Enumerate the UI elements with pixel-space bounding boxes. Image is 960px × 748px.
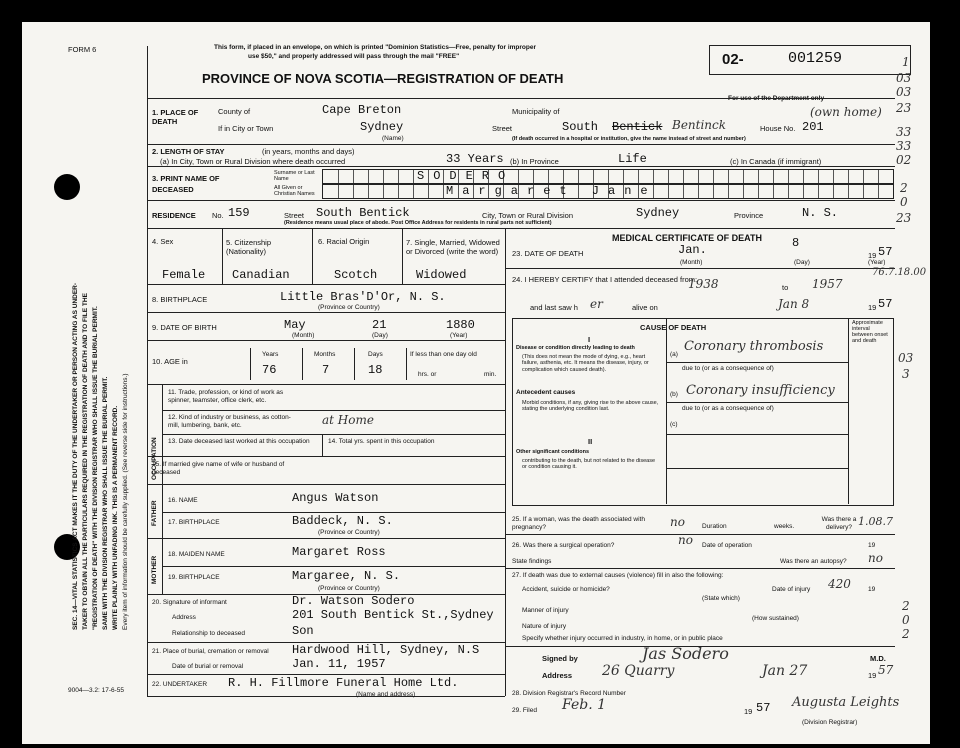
margin-code-1: 1 [902, 55, 910, 69]
name-cell-divider [863, 185, 864, 198]
q14-label: 14. Total yrs. spent in this occupation [328, 438, 435, 445]
sex-label: 4. Sex [152, 237, 174, 246]
margin-code-4: 23 [896, 101, 912, 115]
name-cell-divider [848, 185, 849, 198]
rule-q11 [162, 410, 505, 411]
margin-code-2: 03 [896, 71, 912, 85]
residence-street-value: South Bentick [316, 206, 410, 220]
q26-autopsy-label: Was there an autopsy? [780, 558, 847, 565]
rule-cause-a [666, 362, 848, 363]
name-cell-divider [728, 170, 729, 183]
residence-city-label: City, Town or Rural Division [482, 211, 573, 220]
stay-province-label: (b) In Province [510, 157, 559, 166]
mother-birthplace-value: Margaree, N. S. [292, 569, 401, 583]
rule-occupation [147, 456, 505, 457]
death-month: Jan. [678, 243, 707, 257]
q26-handwritten: no [678, 533, 693, 547]
q26-findings-label: State findings [512, 558, 552, 565]
name-cell-divider [638, 170, 639, 183]
name-cell-divider [668, 185, 669, 198]
margin-code-3: 03 [896, 85, 912, 99]
municipality-label: Municipality of [512, 107, 560, 116]
given-names-value: Margaret Jane [446, 184, 657, 198]
other-conditions-label: Other significant conditions [516, 449, 590, 455]
signature-address-handwritten: 26 Quarry [602, 663, 675, 679]
name-cell-divider [593, 170, 594, 183]
residence-no-value: 159 [228, 206, 250, 220]
cause-heading: CAUSE OF DEATH [640, 323, 707, 332]
name-cell-divider [578, 170, 579, 183]
name-cell-divider [818, 170, 819, 183]
rule-cause-b [666, 402, 848, 403]
divider-sex [222, 228, 223, 284]
cause-b-handwritten: Coronary insufficiency [686, 383, 835, 398]
q26-autopsy-handwritten: no [868, 551, 883, 565]
residence-note: (Residence means usual place of abode. Post Office Address for residents in rural parts not sufficient) [284, 220, 552, 226]
father-name-value: Angus Watson [292, 491, 379, 505]
rule-age [147, 384, 505, 385]
rule-other-1 [666, 468, 848, 469]
q25-label: 25. If a woman, was the death associated with pregnancy? [512, 516, 645, 532]
q25-duration-label: Duration [702, 523, 727, 530]
father-side-divider [162, 484, 163, 538]
rule-q26 [505, 568, 895, 569]
name-cell-divider [803, 170, 804, 183]
street-struck-value: Bentick [612, 120, 663, 134]
name-cell-divider [413, 185, 414, 198]
q27-date-injury-handwritten: 420 [828, 577, 851, 591]
q12-label: 12. Kind of industry or business, as cotton-mill, lumbering, bank, etc. [168, 414, 291, 430]
stay-province-value: Life [618, 152, 647, 166]
q25-handwritten: no [670, 515, 685, 529]
name-cell-divider [848, 170, 849, 183]
rule-dob [147, 340, 505, 341]
death-day-caption: (Day) [794, 259, 810, 266]
name-cell-divider [878, 170, 879, 183]
rule-mother-name [162, 566, 505, 567]
age-less-label: If less than one day old [410, 351, 477, 358]
q29-century: 19 [744, 707, 753, 716]
residence-province-value: N. S. [802, 206, 839, 220]
margin-code-10: 23 [896, 211, 912, 225]
deceased-label: 3. PRINT NAME OF DECEASED [152, 174, 220, 194]
q27-accident-label: Accident, suicide or homicide? [522, 586, 610, 593]
name-cell-divider [353, 170, 354, 183]
residence-province-label: Province [734, 211, 764, 220]
rule-q25 [505, 534, 895, 535]
dob-month: May [284, 318, 306, 332]
alive-on-label: alive on [632, 303, 658, 312]
mother-maiden-label: 18. MAIDEN NAME [168, 551, 225, 558]
margin-code-9: 0 [900, 195, 908, 209]
md-label: M.D. [870, 654, 886, 663]
name-cell-divider [713, 170, 714, 183]
q25-margin-note: 1.08.7 [858, 515, 893, 528]
death-year: 57 [878, 245, 893, 259]
attend-to-year: 1957 [812, 277, 843, 291]
last-saw-label: and last saw h [530, 303, 578, 312]
dob-label: 9. DATE OF BIRTH [152, 323, 217, 332]
name-cell-divider [533, 170, 534, 183]
name-cell-divider [563, 170, 564, 183]
q27-nature-label: Nature of injury [522, 623, 567, 630]
last-saw-handwritten: er [590, 297, 603, 311]
cause-a-handwritten: Coronary thrombosis [684, 339, 824, 354]
rule-q23 [505, 268, 895, 269]
column-divider [505, 228, 506, 696]
punch-hole-top [54, 174, 80, 200]
q27-manner-label: Manner of injury [522, 607, 569, 614]
age-days-value: 18 [368, 363, 383, 377]
attend-from-year: 1938 [688, 277, 719, 291]
age-years-label: Years [262, 351, 279, 358]
cause-a-letter: (a) [670, 351, 678, 358]
city-name-caption: (Name) [382, 135, 404, 142]
informant-address: 201 South Bentick St.,Sydney [292, 608, 494, 622]
name-cell-divider [608, 170, 609, 183]
q27-how-label: (How sustained) [752, 615, 799, 622]
cause-roman-1: I [588, 335, 591, 344]
residence-label: RESIDENCE [152, 211, 196, 220]
registration-prefix: 02- [722, 51, 744, 68]
name-cell-divider [548, 170, 549, 183]
undertaker-sub: (Name and address) [356, 691, 416, 698]
birthplace-label: 8. BIRTHPLACE [152, 295, 208, 304]
cause-c-letter: (c) [670, 421, 678, 428]
stay-city-value: 33 Years [446, 152, 504, 166]
name-cell-divider [833, 170, 834, 183]
sex-value: Female [162, 268, 206, 282]
q27-date-injury-label: Date of injury [772, 586, 811, 593]
informant-sig-label: 20. Signature of informant [152, 599, 227, 606]
name-cell-divider [788, 185, 789, 198]
margin-code-5: 33 [896, 125, 912, 139]
disease-note: (This does not mean the mode of dying, e.g., heart failure, asthenia, etc. It means the disease, injury, or complication which caused death). [522, 354, 649, 373]
signature-century: 19 [868, 671, 877, 680]
rule-after-stay [147, 166, 895, 167]
footer-code: 9004—3.2: 17-6-55 [68, 687, 125, 694]
signed-by-label: Signed by [542, 654, 578, 663]
citizenship-value: Canadian [232, 268, 290, 282]
name-cell-divider [428, 185, 429, 198]
envelope-note-1: This form, if placed in an envelope, on which is printed "Dominion Statistics—Free, penalty for improper [214, 44, 536, 51]
signed-by-handwritten: Jas Sodero [642, 644, 729, 663]
q27-label: 27. If death was due to external causes (violence) fill in also the following: [512, 572, 724, 579]
name-cell-divider [353, 185, 354, 198]
q29-filed-handwritten: Feb. 1 [562, 697, 607, 713]
name-cell-divider [338, 170, 339, 183]
name-cell-divider [398, 185, 399, 198]
burial-place-label: 21. Place of burial, cremation or removal [152, 648, 269, 655]
marital-value: Widowed [416, 268, 467, 282]
dob-year: 1880 [446, 318, 475, 332]
name-cell-divider [773, 185, 774, 198]
sidebar-line-3: "REGISTRATION OF DEATH" WITH THE DIVISION REGISTRAR WHO SHALL ISSUE THE BURIAL PERMIT. [92, 306, 99, 630]
residence-street-label: Street [284, 211, 305, 220]
mother-side-label: MOTHER [151, 555, 158, 584]
name-cell-divider [653, 170, 654, 183]
place-of-death-label: 1. PLACE OF DEATH [152, 108, 199, 127]
name-cell-divider [443, 185, 444, 198]
cause-margin-a: 03 [898, 351, 914, 365]
cause-a-due-to: due to (or as a consequence of) [682, 365, 774, 372]
father-birthplace-label: 17. BIRTHPLACE [168, 519, 220, 526]
racial-origin-value: Scotch [334, 268, 378, 282]
name-cell-divider [398, 170, 399, 183]
registration-number: 001259 [788, 50, 843, 67]
name-cell-divider [683, 170, 684, 183]
racial-origin-label: 6. Racial Origin [318, 237, 370, 246]
name-cell-divider [788, 170, 789, 183]
informant-name: Dr. Watson Sodero [292, 594, 415, 608]
city-value: Sydney [360, 120, 404, 134]
name-cell-divider [518, 170, 519, 183]
name-cell-divider [338, 185, 339, 198]
cause-b-due-to: due to (or as a consequence of) [682, 405, 774, 412]
father-side-label: FATHER [151, 500, 158, 526]
informant-address-label: Address [172, 614, 196, 621]
name-cell-divider [803, 185, 804, 198]
dob-month-caption: (Month) [292, 332, 315, 339]
sidebar-line-4: SAME WITH THE DIVISION REGISTRAR WHO SHALL ISSUE THE BURIAL PERMIT. [102, 376, 109, 630]
attend-to-label: to [782, 283, 789, 292]
rule-cause-c [666, 434, 848, 435]
sidebar-line-5: WRITE PLAINLY WITH UNFADING INK. THIS IS A PERMANENT RECORD. [112, 405, 119, 630]
city-label: If in City or Town [218, 124, 274, 133]
name-cell-divider [773, 170, 774, 183]
residence-no-label: No. [212, 211, 224, 220]
rule-top [147, 98, 895, 99]
q26-date-label: Date of operation [702, 542, 752, 549]
margin-code-6: 33 [896, 139, 912, 153]
rule-after-place [147, 144, 895, 145]
q13-divider [322, 434, 323, 456]
q25-delivery-label: Was there a delivery? [821, 516, 857, 532]
name-cell-divider [368, 170, 369, 183]
street-handwritten: Bentinck [672, 118, 727, 132]
rule-father [147, 538, 505, 539]
undertaker-label: 22. UNDERTAKER [152, 681, 208, 688]
burial-place-value: Hardwood Hill, Sydney, N.S [292, 643, 480, 657]
rule-birthplace [147, 312, 505, 313]
q13-label: 13. Date deceased last worked at this occupation [168, 438, 310, 445]
q29-year: 57 [756, 701, 771, 715]
burial-date-value: Jan. 11, 1957 [292, 657, 386, 671]
length-of-stay-sub: (in years, months and days) [262, 147, 355, 156]
q12-handwritten: at Home [322, 413, 374, 427]
signature-year: 57 [878, 663, 894, 677]
age-hrs-label: hrs. or [418, 371, 437, 378]
death-registration-form [22, 22, 930, 744]
age-label: 10. AGE in [152, 357, 188, 366]
cause-divider-right [848, 318, 849, 504]
rule-q12 [162, 434, 505, 435]
hospital-note: (If death occurred in a hospital or institution, give the name instead of street and number) [512, 136, 746, 142]
registrar-label: (Division Registrar) [802, 719, 858, 726]
margin-code-7: 02 [896, 153, 912, 167]
cause-margin-b: 3 [902, 367, 910, 381]
sidebar-line-1: SEC. 14—VITAL STATISTICS ACT MAKES IT THE DUTY OF THE UNDERTAKER OR PERSON ACTING AS UNDER- [72, 282, 79, 630]
q26-label: 26. Was there a surgical operation? [512, 542, 615, 549]
house-label: House No. [760, 124, 796, 133]
disease-label: Disease or condition directly leading to death [516, 345, 635, 351]
q27-state-label: (State which) [702, 595, 740, 602]
death-day: 8 [792, 236, 800, 250]
name-cell-divider [758, 170, 759, 183]
q27-century: 19 [868, 586, 876, 593]
death-year-caption: (Year) [868, 259, 886, 266]
margin-code-8: 2 [900, 181, 908, 195]
envelope-note-2: use $50," and properly addressed will pass through the mail "FREE" [248, 53, 460, 60]
birthplace-sub: (Province or Country) [318, 304, 380, 311]
alive-year: 57 [878, 297, 893, 311]
divider-citizenship [312, 228, 313, 284]
q29-label: 29. Filed [512, 707, 537, 714]
other-conditions-note: contributing to the death, but not related to the disease or condition causing it. [522, 458, 656, 471]
cause-divider-left [666, 318, 667, 504]
informant-relationship: Son [292, 624, 314, 638]
dob-day-caption: (Day) [372, 332, 388, 339]
given-names-label: All Given or Christian Names [274, 185, 315, 197]
form-number: FORM 6 [68, 45, 97, 54]
name-cell-divider [878, 185, 879, 198]
age-divider-4 [406, 348, 407, 380]
age-months-label: Months [314, 351, 336, 358]
birthplace-value: Little Bras'D'Or, N. S. [280, 290, 446, 304]
signature-address-label: Address [542, 671, 573, 680]
sidebar-line-2: TAKER TO OBTAIN ALL THE PARTICULARS REQUIRED IN THE REGISTRATION OF DEATH AND TO FILE THE [82, 293, 89, 630]
q27-margin-1: 2 [902, 599, 910, 613]
rule-undertaker [147, 696, 505, 697]
age-min-label: min. [484, 371, 497, 378]
attend-margin-note: 76.7.18.00 [872, 267, 927, 278]
mother-birthplace-label: 19. BIRTHPLACE [168, 574, 220, 581]
rule-father-name [162, 512, 505, 513]
medical-heading: MEDICAL CERTIFICATE OF DEATH [612, 233, 762, 243]
county-label: County of [218, 107, 251, 116]
informant-relationship-label: Relationship to deceased [172, 630, 245, 637]
street-value: South [562, 120, 599, 134]
surname-boxes [322, 169, 894, 184]
cause-b-letter: (b) [670, 391, 678, 398]
undertaker-name: R. H. Fillmore Funeral Home Ltd. [228, 676, 459, 690]
sidebar-line-6: Every item of information should be carefully supplied. (See reverse side for instructions.) [122, 373, 129, 630]
name-cell-divider [413, 170, 414, 183]
age-months-value: 7 [322, 363, 330, 377]
own-home-handwritten: (own home) [810, 105, 882, 119]
name-cell-divider [743, 185, 744, 198]
age-divider-3 [354, 348, 355, 380]
county-value: Cape Breton [322, 103, 402, 117]
citizenship-label: 5. Citizenship (Nationality) [226, 238, 272, 256]
rule-after-residence [147, 228, 895, 229]
mother-maiden-value: Margaret Ross [292, 545, 386, 559]
name-cell-divider [383, 185, 384, 198]
street-label: Street [492, 124, 513, 133]
q27-margin-3: 2 [902, 627, 910, 641]
q25-weeks-label: weeks. [774, 523, 795, 530]
q28-label: 28. Division Registrar's Record Number [512, 690, 626, 697]
divider-racial [402, 228, 403, 284]
age-years-value: 76 [262, 363, 277, 377]
name-cell-divider [683, 185, 684, 198]
stay-city-label: (a) In City, Town or Rural Division where death occurred [160, 157, 346, 166]
name-cell-divider [698, 170, 699, 183]
name-cell-divider [863, 170, 864, 183]
q27-margin-2: 0 [902, 613, 910, 627]
name-cell-divider [668, 170, 669, 183]
father-name-label: 16. NAME [168, 497, 198, 504]
alive-on-handwritten: Jan 8 [778, 297, 810, 311]
rule-burial [147, 674, 505, 675]
department-use-label [728, 96, 824, 103]
age-divider-1 [250, 348, 251, 380]
name-cell-divider [728, 185, 729, 198]
name-cell-divider [623, 170, 624, 183]
name-cell-divider [833, 185, 834, 198]
age-days-label: Days [368, 351, 383, 358]
interval-label: Approximate interval between onset and death [852, 320, 888, 345]
antecedent-note: Morbid conditions, if any, giving rise to the above cause, stating the underlying condition last. [522, 400, 659, 413]
alive-century: 19 [868, 303, 877, 312]
antecedent-label: Antecedent causes [516, 389, 576, 396]
stay-canada-label: (c) In Canada (if immigrant) [730, 157, 822, 166]
rule-after-name [147, 200, 895, 201]
house-value: 201 [802, 120, 824, 134]
name-cell-divider [713, 185, 714, 198]
dob-year-caption: (Year) [450, 332, 468, 339]
marital-label: 7. Single, Married, Widowed or Divorced (write the word) [406, 238, 500, 256]
rule-spouse [147, 484, 505, 485]
death-century: 19 [868, 251, 877, 260]
q23-label: 23. DATE OF DEATH [512, 249, 584, 258]
cause-roman-2: II [588, 437, 593, 446]
name-cell-divider [383, 170, 384, 183]
length-of-stay-label: 2. LENGTH OF STAY [152, 147, 225, 156]
death-month-caption: (Month) [680, 259, 703, 266]
burial-date-label: Date of burial or removal [172, 663, 244, 670]
father-birthplace-value: Baddeck, N. S. [292, 514, 393, 528]
q15-label: 15. If married give name of wife or husband of deceased [152, 461, 285, 477]
dob-day: 21 [372, 318, 387, 332]
surname-value: SODERO [417, 169, 515, 183]
surname-label: Surname or Last Name [274, 170, 315, 182]
age-divider-2 [302, 348, 303, 380]
signature-date-handwritten: Jan 27 [762, 663, 808, 679]
q26-century: 19 [868, 542, 876, 549]
name-cell-divider [743, 170, 744, 183]
residence-city-value: Sydney [636, 206, 680, 220]
q11-label: 11. Trade, profession, or kind of work as spinner, teamster, office clerk, etc. [168, 389, 284, 405]
father-birthplace-sub: (Province or Country) [318, 529, 380, 536]
name-cell-divider [758, 185, 759, 198]
mother-birthplace-sub: (Province or Country) [318, 585, 380, 592]
q24-label: 24. I HEREBY CERTIFY that I attended deceased from: [512, 275, 698, 284]
name-cell-divider [818, 185, 819, 198]
q27-specify-label: Specify whether injury occurred in industry, in home, or in public place [522, 635, 723, 642]
name-cell-divider [368, 185, 369, 198]
rule-personal [147, 284, 505, 285]
name-cell-divider [698, 185, 699, 198]
occupation-side-label: OCCUPATION [151, 437, 158, 480]
form-title: PROVINCE OF NOVA SCOTIA—REGISTRATION OF DEATH [202, 71, 564, 86]
registrar-signature: Augusta Leights [792, 695, 900, 710]
